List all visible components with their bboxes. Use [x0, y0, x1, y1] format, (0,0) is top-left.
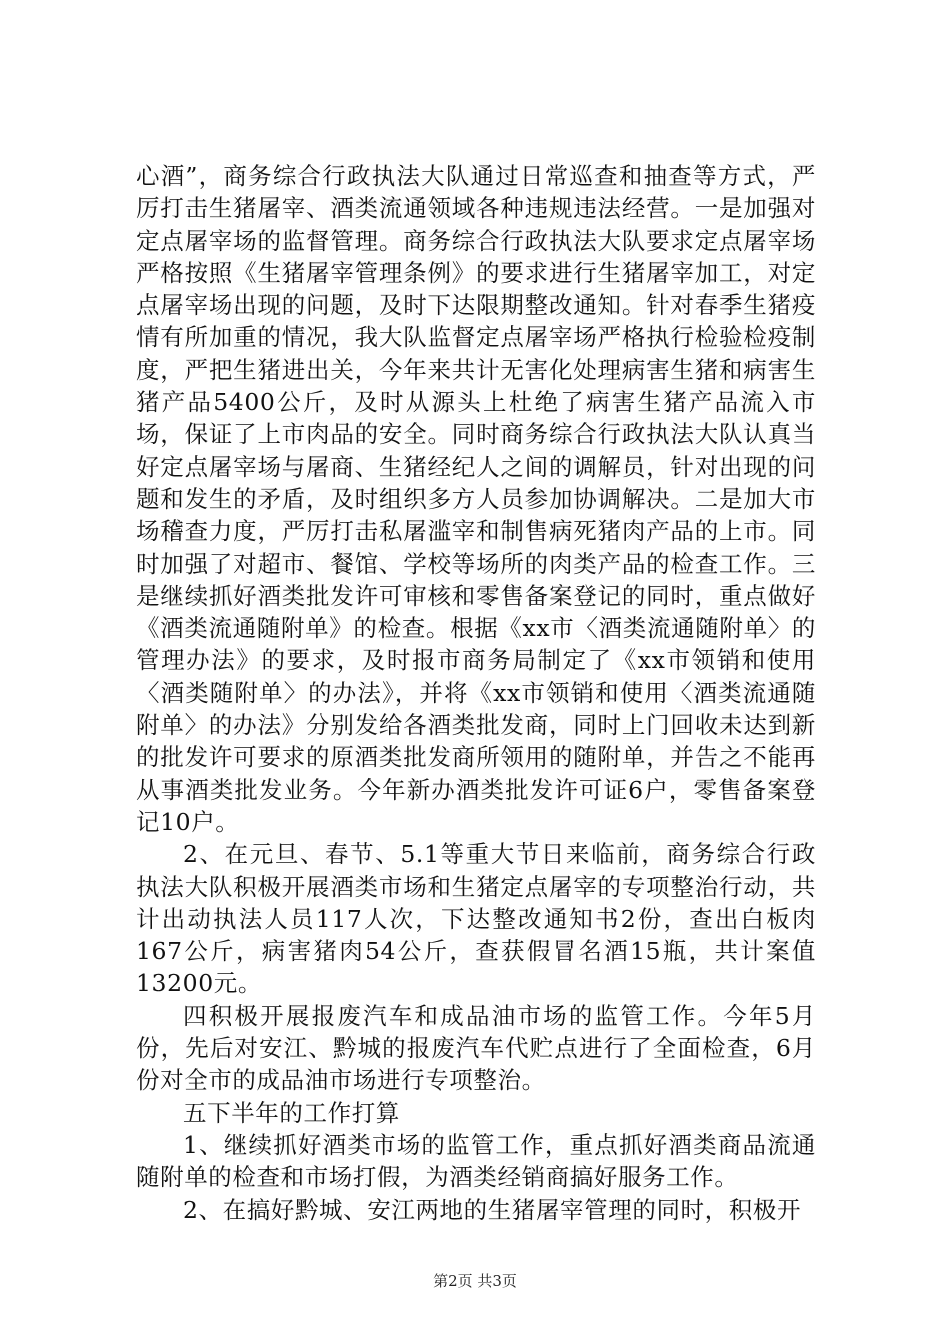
- page-footer: 第2页 共3页: [433, 1272, 517, 1290]
- paragraph-plan-item-1: 1、继续抓好酒类市场的监管工作，重点抓好酒类商品流通随附单的检查和市场打假，为酒类经销商搞好服务工作。: [136, 1130, 816, 1192]
- paragraph-section-four: 四积极开展报废汽车和成品油市场的监管工作。今年5月份，先后对安江、黔城的报废汽车代贮点进行了全面检查，6月份对全市的成品油市场进行专项整治。: [136, 1001, 816, 1095]
- document-body: [136, 160, 816, 1226]
- paragraph-continuation: 心酒”，商务综合行政执法大队通过日常巡查和抽查等方式，严厉打击生猪屠宰、酒类流通领域各种违规违法经营。一是加强对定点屠宰场的监督管理。商务综合行政执法大队要求定点屠宰场严格按照《生猪屠宰管理条例》的要求进行生猪屠宰加工，对定点屠宰场出现的问题，及时下达限期整改通知。针对春季生猪疫情有所加重的情况，我大队监督定点屠宰场严格执行检验检疫制度，严把生猪进出关，今年来共计无害化处理病害生猪和病害生猪产品5400公斤，及时从源头上杜绝了病害生猪产品流入市场，保证了上市肉品的安全。同时商务综合行政执法大队认真当好定点屠宰场与屠商、生猪经纪人之间的调解员，针对出现的问题和发生的矛盾，及时组织多方人员参加协调解决。二是加大市场稽查力度，严厉打击私屠滥宰和制售病死猪肉产品的上市。同时加强了对超市、餐馆、学校等场所的肉类产品的检查工作。三是继续抓好酒类批发许可审核和零售备案登记的同时，重点做好《酒类流通随附单》的检查。根据《xx市〈酒类流通随附单〉的管理办法》的要求，及时报市商务局制定了《xx市领销和使用〈酒类随附单〉的办法》，并将《xx市领销和使用〈酒类流通随附单〉的办法》分别发给各酒类批发商，同时上门回收未达到新的批发许可要求的原酒类批发商所领用的随附单，并告之不能再从事酒类批发业务。今年新办酒类批发许可证6户，零售备案登记10户。: [136, 162, 816, 836]
- paragraph-plan-item-2: 2、在搞好黔城、安江两地的生猪屠宰管理的同时，积极开: [183, 1195, 802, 1224]
- heading-section-five: 五下半年的工作打算: [183, 1098, 400, 1127]
- paragraph-item-2: 2、在元旦、春节、5.1等重大节日来临前，商务综合行政执法大队积极开展酒类市场和生猪定点屠宰的专项整治行动，共计出动执法人员117人次，下达整改通知书2份，查出白板肉167公斤，病害猪肉54公斤，查获假冒名酒15瓶，共计案值13200元。: [136, 840, 816, 998]
